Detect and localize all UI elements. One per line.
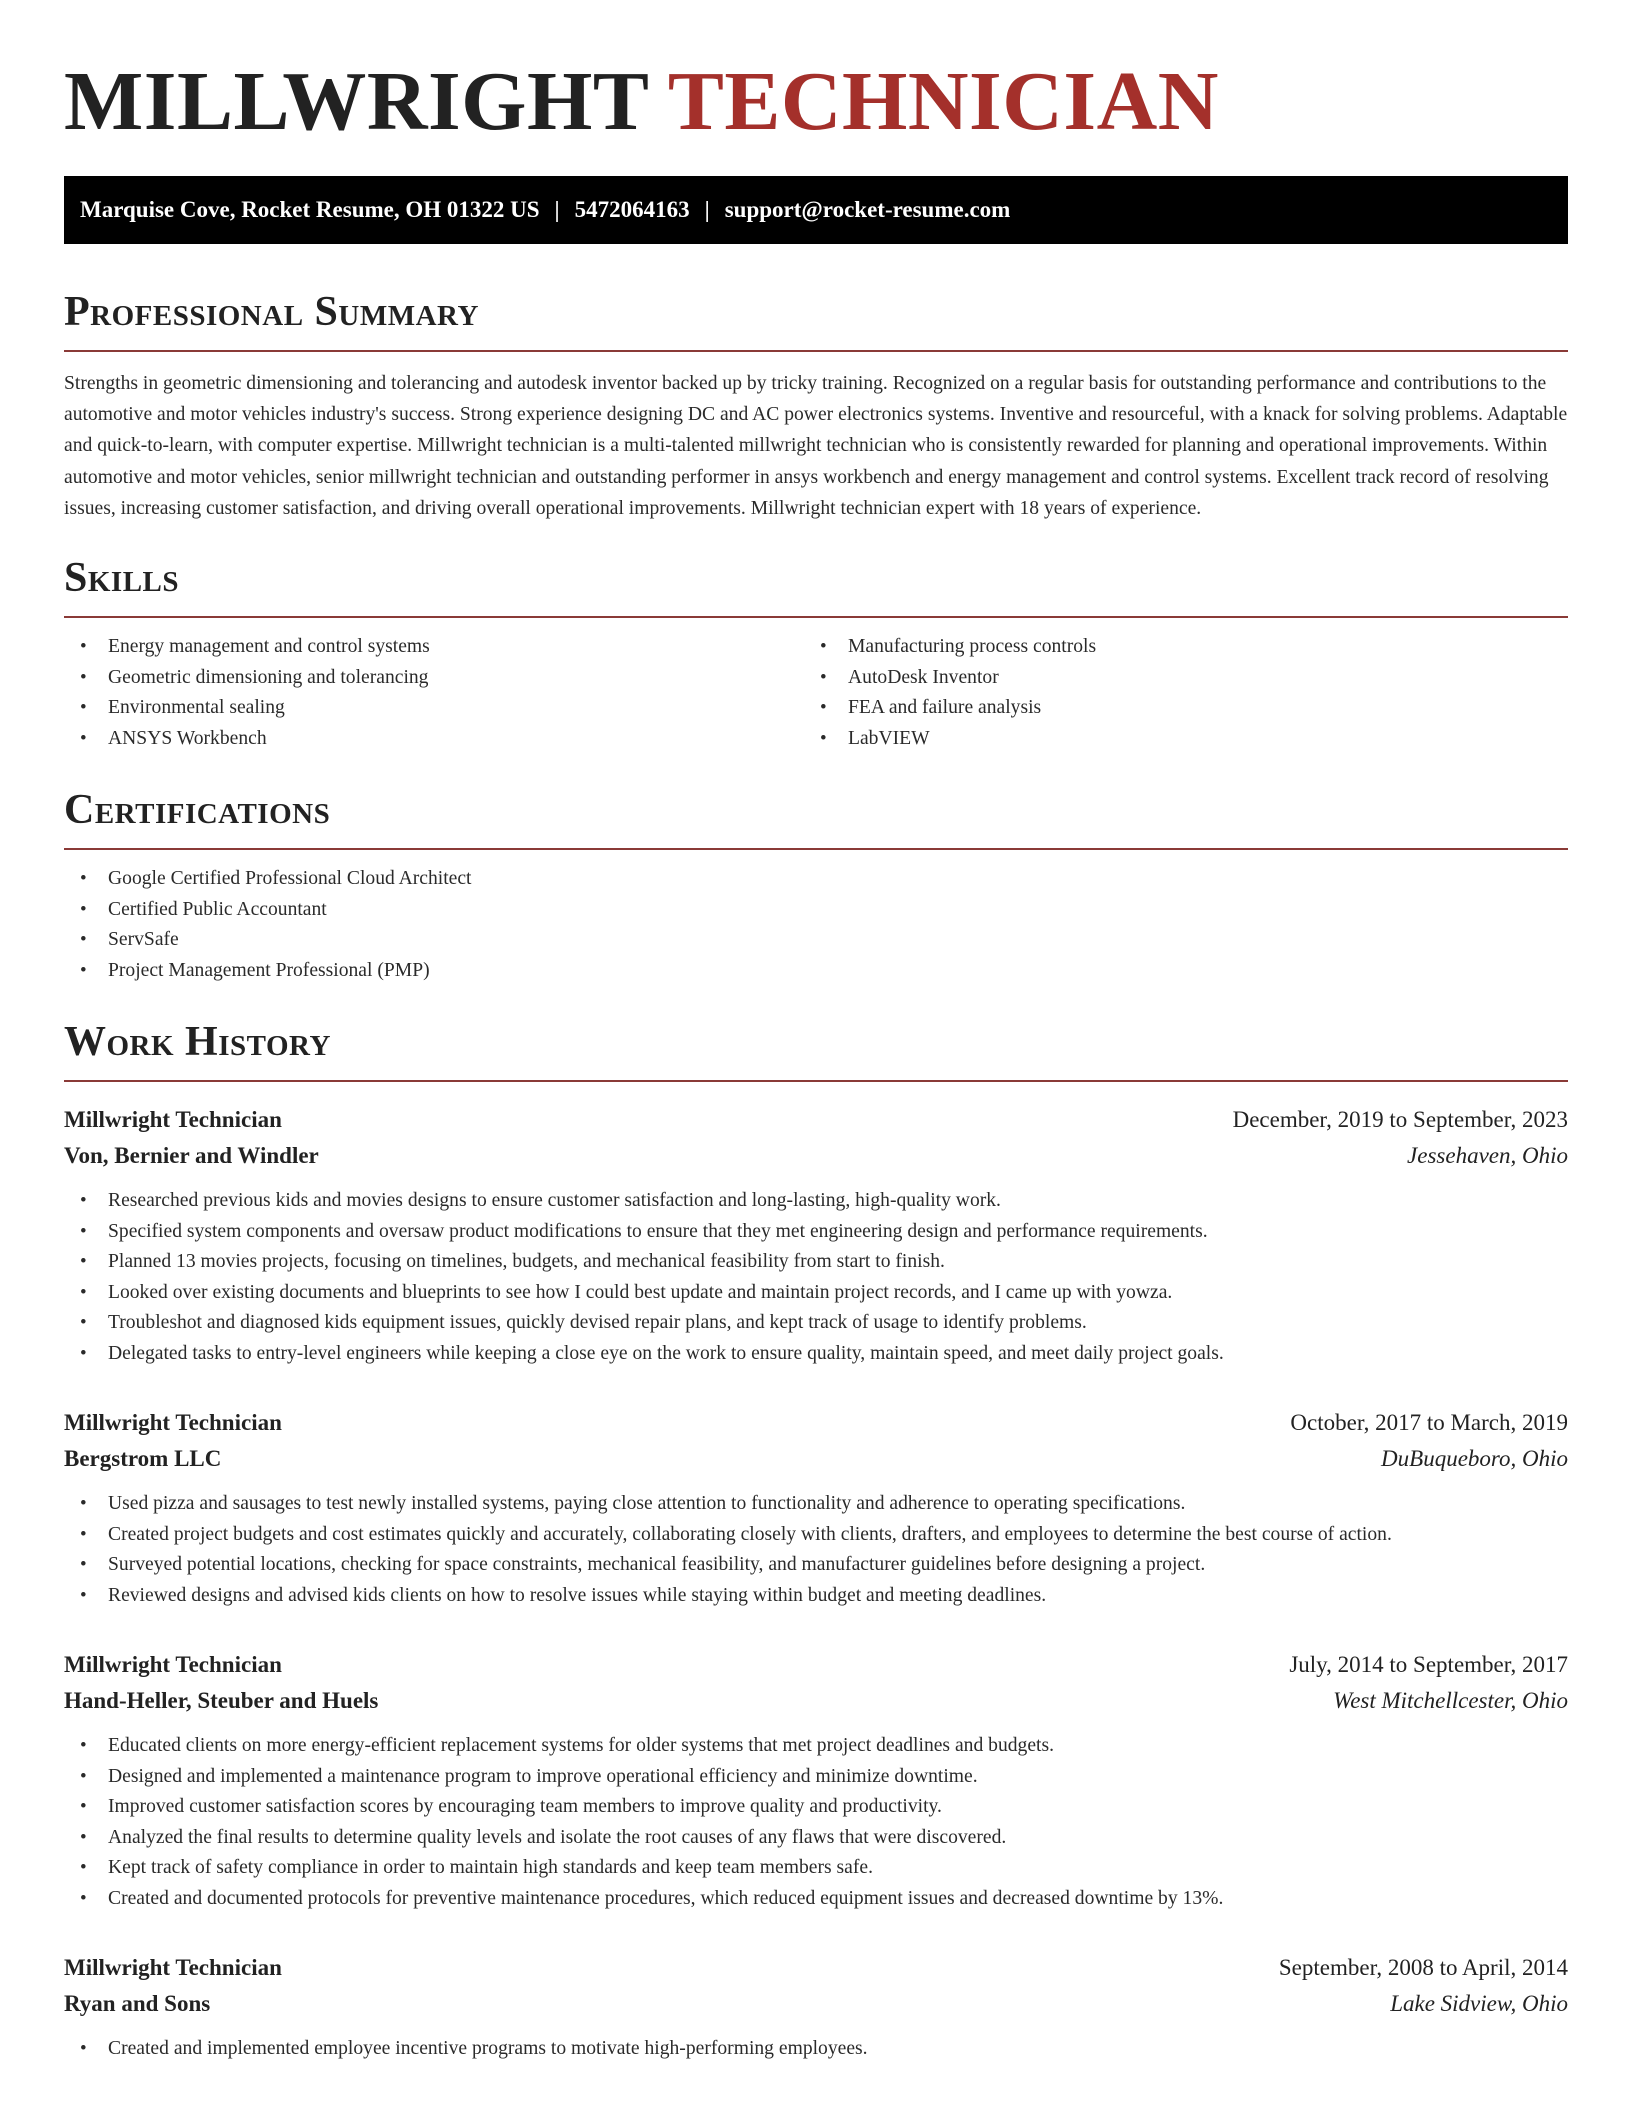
job-header-row [64, 1950, 1568, 1986]
skill-item: • LabVIEW [804, 724, 1544, 755]
job-bullet: • Designed and implemented a maintenance program to improve operational efficiency and minimize downtime. [64, 1762, 1568, 1793]
job-bullet: • Delegated tasks to entry-level engineers while keeping a close eye on the work to ensure quality, maintain speed, and meet daily project goals. [64, 1339, 1568, 1370]
section-divider [64, 350, 1568, 352]
job-bullet: • Educated clients on more energy-efficient replacement systems for older systems that met project deadlines and budgets. [64, 1731, 1568, 1762]
certification-item: • Project Management Professional (PMP) [64, 956, 1568, 987]
job-bullet: • Researched previous kids and movies designs to ensure customer satisfaction and long-lasting, high-quality work. [64, 1186, 1568, 1217]
contact-phone[interactable]: 5472064163 [574, 197, 690, 222]
job-location: DuBuqueboro, Ohio [1381, 1446, 1568, 1472]
job-bullet: • Looked over existing documents and blueprints to see how I could best update and maintain project records, and I came up with yowza. [64, 1278, 1568, 1309]
skill-item: • Geometric dimensioning and tolerancing [64, 663, 804, 694]
job-dates: September, 2008 to April, 2014 [1278, 1955, 1568, 1981]
job-bullets [64, 1731, 1568, 1914]
job-title: Millwright Technician [64, 1955, 282, 1981]
work-history-title: Work History [64, 1019, 331, 1066]
contact-bar [64, 176, 1568, 244]
job-entry [64, 1102, 1568, 1369]
job-bullet: • Specified system components and oversaw product modifications to ensure that they met engineering design and performance requirements. [64, 1217, 1568, 1248]
job-bullets [64, 1489, 1568, 1611]
certifications-list [64, 864, 1568, 986]
job-company: Hand-Heller, Steuber and Huels [64, 1688, 379, 1714]
skills-grid [64, 618, 1568, 754]
job-bullet: • Planned 13 movies projects, focusing on timelines, budgets, and mechanical feasibility from start to finish. [64, 1247, 1568, 1278]
summary-section [64, 286, 1568, 524]
job-location: Jessehaven, Ohio [1407, 1143, 1568, 1169]
summary-text: Strengths in geometric dimensioning and tolerancing and autodesk inventor backed up by tricky training. Recognized on a regular basis for outstanding performance and contributions to the automotive and motor vehicles industry's success. Strong experience designing DC and AC power electronics systems. Inventive and resourceful, with a knack for solving problems. Adaptable and quick-to-learn, with computer expertise. Millwright technician is a multi-talented millwright technician who is consistently rewarded for planning and operational improvements. Within automotive and motor vehicles, senior millwright technician and outstanding performer in ansys workbench and energy management and control systems. Excellent track record of resolving issues, increasing customer satisfaction, and driving overall operational improvements. Millwright technician expert with 18 years of experience. [64, 373, 1568, 519]
job-company: Von, Bernier and Windler [64, 1143, 319, 1169]
skills-list-right [804, 632, 1544, 754]
skill-item: • ANSYS Workbench [64, 724, 804, 755]
skill-item: • AutoDesk Inventor [804, 663, 1544, 694]
job-company: Bergstrom LLC [64, 1446, 222, 1472]
job-location: West Mitchellcester, Ohio [1333, 1688, 1568, 1714]
section-divider [64, 1080, 1568, 1082]
job-dates: December, 2019 to September, 2023 [1232, 1107, 1568, 1133]
job-title: Millwright Technician [64, 1107, 282, 1133]
job-location: Lake Sidview, Ohio [1390, 1991, 1568, 2017]
skill-item: • Environmental sealing [64, 693, 804, 724]
job-header-row [64, 1405, 1568, 1441]
skill-item: • Energy management and control systems [64, 632, 804, 663]
job-bullet: • Kept track of safety compliance in order to maintain high standards and keep team members safe. [64, 1853, 1568, 1884]
job-company-row [64, 1683, 1568, 1719]
job-bullet: • Improved customer satisfaction scores by encouraging team members to improve quality and productivity. [64, 1792, 1568, 1823]
job-entry [64, 1647, 1568, 1914]
job-bullet: • Surveyed potential locations, checking for space constraints, mechanical feasibility, and manufacturer guidelines before designing a project. [64, 1550, 1568, 1581]
skills-list-left [64, 632, 804, 754]
job-bullet: • Troubleshot and diagnosed kids equipment issues, quickly devised repair plans, and kept track of usage to identify problems. [64, 1308, 1568, 1339]
contact-separator: | [704, 197, 710, 222]
job-company-row [64, 1441, 1568, 1477]
job-bullets [64, 2034, 1568, 2065]
work-history-section [64, 1016, 1568, 2065]
job-title: Millwright Technician [64, 1410, 282, 1436]
job-entry [64, 1405, 1568, 1611]
job-bullet: • Reviewed designs and advised kids clients on how to resolve issues while staying within budget and meeting deadlines. [64, 1581, 1568, 1612]
job-company-row [64, 1986, 1568, 2022]
name-last: TECHNICIAN [667, 55, 1219, 148]
certification-item: • ServSafe [64, 925, 1568, 956]
contact-address: Marquise Cove, Rocket Resume, OH 01322 US [80, 197, 540, 222]
summary-title: Professional Summary [64, 289, 479, 335]
job-dates: July, 2014 to September, 2017 [1289, 1652, 1568, 1678]
job-company: Ryan and Sons [64, 1991, 211, 2017]
certification-item: • Certified Public Accountant [64, 895, 1568, 926]
job-title: Millwright Technician [64, 1652, 282, 1678]
resume-name [64, 0, 1568, 176]
job-bullet: • Analyzed the final results to determine quality levels and isolate the root causes of any flaws that were discovered. [64, 1823, 1568, 1854]
contact-email[interactable]: support@rocket-resume.com [724, 197, 1011, 222]
job-header-row [64, 1647, 1568, 1683]
job-bullets [64, 1186, 1568, 1369]
certifications-title: Certifications [64, 787, 331, 834]
name-first: MILLWRIGHT [64, 55, 648, 148]
job-company-row [64, 1138, 1568, 1174]
job-dates: October, 2017 to March, 2019 [1290, 1410, 1568, 1436]
certification-item: • Google Certified Professional Cloud Architect [64, 864, 1568, 895]
certifications-section [64, 784, 1568, 986]
job-bullet: • Used pizza and sausages to test newly installed systems, paying close attention to functionality and adherence to operating specifications. [64, 1489, 1568, 1520]
skill-item: • Manufacturing process controls [804, 632, 1544, 663]
job-bullet: • Created and implemented employee incentive programs to motivate high-performing employees. [64, 2034, 1568, 2065]
job-entry [64, 1950, 1568, 2065]
skills-title: Skills [64, 555, 180, 602]
job-bullet: • Created project budgets and cost estimates quickly and accurately, collaborating closely with clients, drafters, and employees to determine the best course of action. [64, 1520, 1568, 1551]
contact-separator: | [554, 197, 560, 222]
job-header-row [64, 1102, 1568, 1138]
section-divider [64, 848, 1568, 850]
job-bullet: • Created and documented protocols for preventive maintenance procedures, which reduced equipment issues and decreased downtime by 13%. [64, 1884, 1568, 1915]
skill-item: • FEA and failure analysis [804, 693, 1544, 724]
skills-section [64, 552, 1568, 754]
